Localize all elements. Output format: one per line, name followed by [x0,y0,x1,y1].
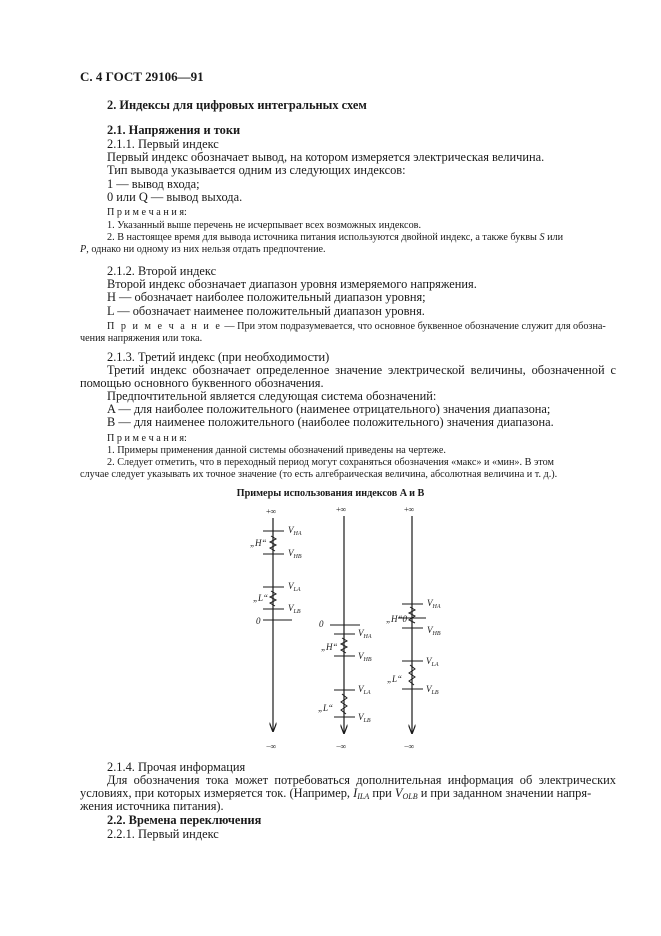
notes-heading: П р и м е ч а н и я: [107,433,187,444]
l-range-label: „L“ [387,674,403,684]
v-lb-label: $V_{LB}$ [288,603,301,615]
note: P, однако ни одному из них нельзя отдать предпочтение. [80,244,326,255]
zero-label: 0 [256,616,261,626]
note: 2. Следует отметить, что в переходный период могут сохраняться обозначения «макс» и «мин». В этом [107,457,554,468]
running-head: С. 4 ГОСТ 29106—91 [80,69,204,84]
minus-infinity-label: −∞ [336,742,347,751]
section-2-1-3-title: 2.1.3. Третий индекс (при необходимости) [107,350,330,364]
section-2-1-1-title: 2.1.1. Первый индекс [107,137,219,151]
note: случае следует указывать их точное значение (то есть алгебраическая величина, абсолютная величина и т. д.). [80,469,558,480]
v-lb-label: $V_{LB}$ [358,712,371,724]
paragraph: условиях, при которых измеряется ток. (Например, $I_{ILA}$ при $V_{OLB}$ и при заданном значении напря- [80,786,592,801]
h-range-label: „H“ [321,642,338,652]
section-2-title: 2. Индексы для цифровых интегральных схем [107,98,367,112]
paragraph: Для обозначения тока может потребоваться дополнительная информация об электрических [107,773,616,787]
paragraph: Второй индекс обозначает диапазон уровня измеряемого напряжения. [107,277,477,291]
note: 2. В настоящее время для вывода источника питания используются двойной индекс, а также буквы S или [107,232,564,243]
paragraph: Третий индекс обозначает определенное значение электрической величины, обозначенной с [107,363,616,377]
zero-label: 0 [319,619,324,629]
paragraph: помощью основного буквенного обозначения. [80,376,324,390]
section-2-1-title: 2.1. Напряжения и токи [107,123,241,137]
v-ha-label: $V_{HA}$ [288,525,302,537]
paragraph: B — для наименее положительного (наиболее положительного) значения диапазона. [107,415,554,429]
plus-infinity-label: +∞ [404,505,415,514]
note: 1. Указанный выше перечень не исчерпывает всех возможных индексов. [107,220,422,231]
v-hb-label: $V_{HB}$ [288,548,302,560]
v-la-label: $V_{LA}$ [426,656,439,668]
section-2-2-title: 2.2. Времена переключения [107,813,262,827]
paragraph: H — обозначает наиболее положительный диапазон уровня; [107,290,426,304]
h-zero-range-label: „H“0 [386,614,408,624]
v-ha-label: $V_{HA}$ [358,628,372,640]
paragraph: 1 — вывод входа; [107,177,200,191]
v-hb-label: $V_{HB}$ [358,651,372,663]
section-2-1-4-title: 2.1.4. Прочая информация [107,760,246,774]
minus-infinity-label: −∞ [266,742,277,751]
l-range-label: „L“ [253,593,269,603]
minus-infinity-label: −∞ [404,742,415,751]
v-la-label: $V_{LA}$ [358,684,371,696]
diagram-column-3 [386,505,441,751]
paragraph: Предпочтительной является следующая система обозначений: [107,389,437,403]
diagram-column-2 [318,505,372,751]
paragraph: L — обозначает наименее положительный диапазон уровня. [107,304,425,318]
h-range-label: „H“ [250,538,267,548]
v-ha-label: $V_{HA}$ [427,598,441,610]
v-la-label: $V_{LA}$ [288,581,301,593]
l-range-label: „L“ [318,703,334,713]
diagram-column-1 [250,507,302,751]
note: 1. Примеры применения данной системы обозначений приведены на чертеже. [107,445,446,456]
notes-heading: П р и м е ч а н и я: [107,207,187,218]
v-hb-label: $V_{HB}$ [427,625,441,637]
v-lb-label: $V_{LB}$ [426,684,439,696]
paragraph: A — для наиболее положительного (наименее отрицательного) значения диапазона; [107,402,551,416]
figure-title: Примеры использования индексов A и B [236,488,425,499]
note: П р и м е ч а н и е — При этом подразумевается, что основное буквенное обозначение служит для обозна- [107,321,606,332]
note: чения напряжения или тока. [80,333,203,344]
section-2-1-2-title: 2.1.2. Второй индекс [107,264,217,278]
paragraph: жения источника питания). [80,799,224,813]
section-2-2-1-title: 2.2.1. Первый индекс [107,827,219,841]
paragraph: Тип вывода указывается одним из следующих индексов: [107,163,406,177]
plus-infinity-label: +∞ [266,507,277,516]
paragraph: Первый индекс обозначает вывод, на котором измеряется электрическая величина. [107,150,545,164]
plus-infinity-label: +∞ [336,505,347,514]
paragraph: 0 или Q — вывод выхода. [107,190,243,204]
